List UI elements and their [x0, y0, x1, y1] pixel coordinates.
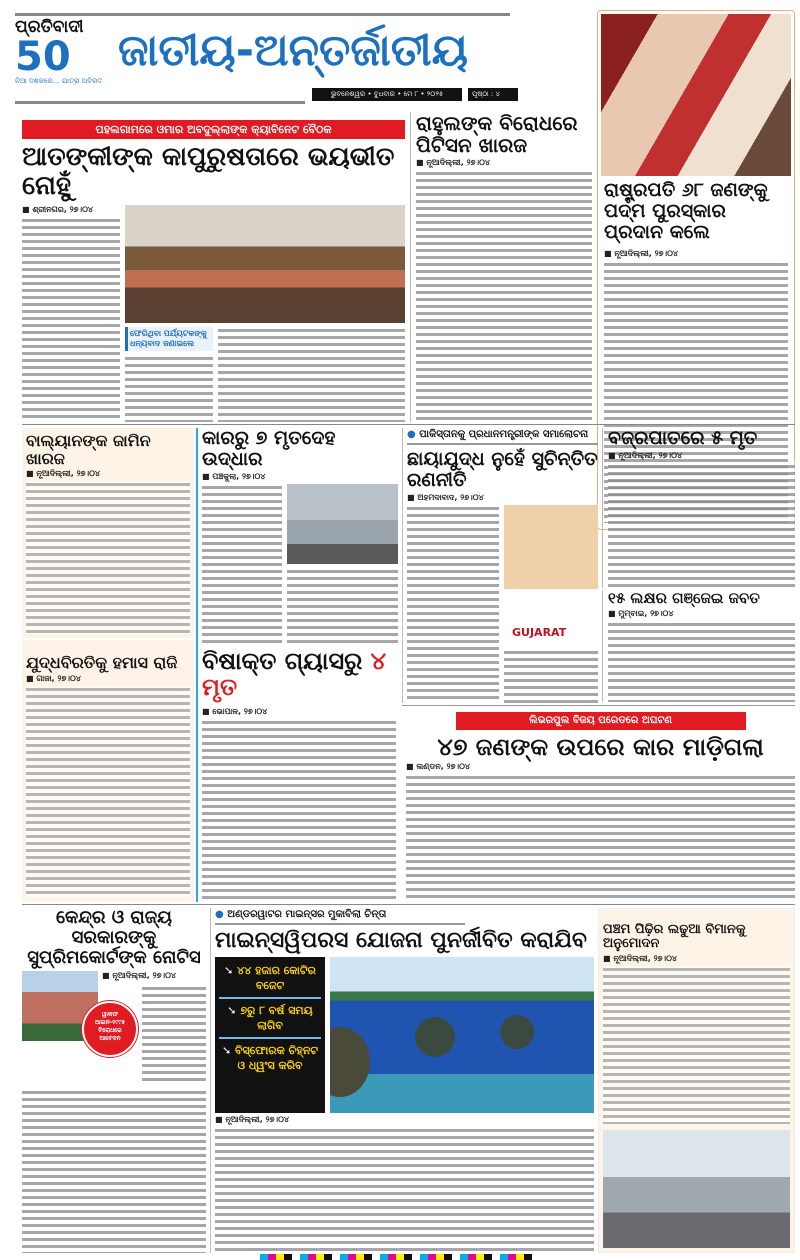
- headline: ୧୫ ଲକ୍ଷର ଗଞ୍ଜେଇ ଜବତ: [608, 589, 760, 607]
- headline: ମାଇନ୍ସୱିପରସ ଯୋଜନା ପୁନର୍ଜୀବିତ କରାଯିବ: [215, 928, 587, 953]
- dateline: ■ ନୂଆଦିଲ୍ଲୀ, ୨୭।୦୪: [416, 158, 490, 167]
- sea-mines-photo: [330, 957, 594, 1113]
- headline: ଆତଙ୍କୀଙ୍କ କାପୁରୁଷତାରେ ଭୟଭୀତ ନୋହୁଁ: [22, 142, 395, 201]
- story-rahul: [410, 112, 592, 422]
- top-rule: [15, 13, 510, 16]
- body-text: [26, 686, 190, 898]
- dateline: ■ ନୂଆଦିଲ୍ଲୀ, ୨୭।୦୪: [604, 248, 678, 258]
- fact-text: ୪୪ ହଜାର କୋଟିର ବଜେଟ: [237, 964, 316, 993]
- pakistan-col2: [504, 505, 598, 703]
- headline-text: ବିଷାକ୍ତ ଗ୍ୟାସରୁ: [202, 647, 363, 675]
- dateline: ■ ନୂଆଦିଲ୍ଲୀ, ୨୭।୦୪: [603, 953, 677, 963]
- body-text: [202, 484, 282, 643]
- body-text: [125, 355, 213, 422]
- kicker-banner: ଲିଭରପୁଲ ବିଜୟ ପରେଡରେ ଅଘଟଣ: [456, 712, 746, 730]
- headline: ରାହୁଲଙ୍କ ବିରୋଧରେ ପିଟିସନ ଖାରଜ: [416, 111, 578, 157]
- headline: କେନ୍ଦ୍ର ଓ ରାଜ୍ୟ ସରକାରଙ୍କୁ ସୁପ୍ରିମକୋର୍ଟଙ୍କ ନୋଟିସ: [27, 907, 201, 968]
- fact-3: [219, 1039, 321, 1073]
- inset-tag: [125, 327, 213, 351]
- kicker-text: ଅଣ୍ଡରୱାଟର ମାଇନ୍ସର ମୁକାବିଲା ଚିନ୍ତା: [227, 909, 387, 920]
- headline: ବାଲ୍ୟାନଙ୍କ ଜାମିନ ଖାରଜ: [26, 431, 151, 468]
- fact-text: ୭ରୁ ୮ ବର୍ଷ ସମୟ ଲାଗିବ: [240, 1004, 313, 1033]
- body-text: [504, 649, 598, 703]
- bullet-icon: ●: [407, 429, 416, 440]
- body-text: [218, 327, 405, 422]
- badge-text: ୱାକଫ ଆଇନ-୧୯୯୫ ବିରୋଧରେ ଆବେଦନ: [94, 1011, 126, 1043]
- kicker-text: ପାକିସ୍ତାନକୁ ପ୍ରଧାନମନ୍ତ୍ରୀଙ୍କ ସମାଲୋଚନା: [419, 429, 589, 440]
- dateline: ■ ଗାଜା, ୨୭।୦୪: [26, 673, 81, 683]
- dateline: ■ ନୂଆଦିଲ୍ଲୀ, ୨୭।୦୪: [608, 450, 682, 460]
- kicker: [407, 428, 598, 445]
- dateline: ■ ଭୋପାଳ, ୨୭।୦୪: [202, 706, 268, 716]
- mine-icon: [500, 1015, 534, 1049]
- body-text: [406, 774, 795, 902]
- mine-icon: [415, 1017, 455, 1057]
- story-pahalgam: [22, 112, 405, 422]
- pahalgam-body: [22, 205, 405, 422]
- paper-logo: [15, 18, 113, 86]
- story-supreme-court: [22, 908, 206, 1253]
- car-col2: [287, 484, 398, 643]
- story-mines: [210, 908, 594, 1253]
- dateline: ■ ନୂଆଦିଲ୍ଲୀ, ୨୭।୦୪: [215, 1115, 289, 1125]
- fact-2: [219, 999, 321, 1039]
- dateline: ■ ନୂଆଦିଲ୍ଲୀ, ୨୭।୦୪: [26, 469, 100, 479]
- headline: [202, 648, 396, 701]
- story-jet: [598, 908, 795, 1253]
- section-title: ଜାତୀୟ-ଅନ୍ତର୍ଜାତୀୟ: [118, 25, 469, 76]
- inset-text: ଫେରିଥିବା ପର୍ଯ୍ୟଟକଙ୍କୁ ଧନ୍ୟବାଦ ଜଣାଇଲେ: [130, 328, 207, 348]
- photo-label: GUJARAT: [512, 625, 567, 639]
- divider: [22, 904, 795, 905]
- body-text: [22, 217, 120, 422]
- mines-factbox: [215, 957, 325, 1113]
- padma-award-photo: [601, 14, 791, 176]
- column-rule: [196, 428, 198, 902]
- badge: [82, 1001, 138, 1057]
- supreme-top: [22, 971, 206, 1089]
- headline-number: ୪ ମୃତ: [202, 647, 387, 702]
- arrow-icon: ➘: [224, 964, 234, 978]
- car-body: [202, 484, 398, 643]
- pahalgam-inset-col: [125, 327, 213, 422]
- body-text: [287, 568, 398, 643]
- body-text: [202, 719, 396, 902]
- page-number: ପୃଷ୍ଠା : ୪: [468, 88, 518, 101]
- pahalgam-col1: [22, 205, 120, 422]
- story-bail: [22, 428, 194, 638]
- arrow-icon: ➘: [221, 1044, 232, 1058]
- body-text: [603, 966, 790, 1124]
- story-hamas: [22, 640, 194, 902]
- headline: ପଞ୍ଚମ ପିଢ଼ିର ଲଢୁଆ ବିମାନକୁ ଅନୁମୋଦନ: [603, 922, 746, 952]
- story-gas: [202, 648, 396, 902]
- car-photo: [287, 484, 398, 564]
- headline: କାରରୁ ୭ ମୃତଦେହ ଉଦ୍ଧାର: [202, 427, 336, 470]
- body-text: [608, 621, 795, 703]
- body-text: [142, 985, 206, 1085]
- bottom-rule: [15, 101, 305, 104]
- headline: ଛାୟାଯୁଦ୍ଧ ନୁହେଁ ସୁଚିନ୍ତିତ ରଣନୀତି: [407, 448, 598, 491]
- story-car: [202, 428, 398, 643]
- anniversary-mark: 50: [15, 33, 71, 80]
- body-text: [215, 1127, 594, 1253]
- fighter-jet-photo: [603, 1130, 790, 1248]
- dateline: ■ ନୂଆଦିଲ୍ଲୀ, ୨୭।୦୪: [102, 971, 176, 981]
- pakistan-body: [407, 505, 598, 703]
- dateline: ■ ମୁମ୍ବାଇ, ୨୭।୦୪: [608, 608, 674, 618]
- body-text: [22, 1089, 206, 1253]
- fact-1: [219, 963, 321, 999]
- story-liverpool: [402, 705, 795, 902]
- mines-visuals: [215, 957, 594, 1113]
- pahalgam-lower: [125, 327, 405, 422]
- story-pakistan: [402, 428, 598, 703]
- pahalgam-col2: [125, 205, 405, 422]
- dateline: ■ ଅହମଦାବାଦ, ୨୭।୦୪: [407, 492, 484, 502]
- dateline: ■ ପଞ୍ଚକୁଲା, ୨୭।୦୪: [202, 471, 266, 481]
- story-ganja: [602, 590, 795, 702]
- body-text: [26, 481, 190, 634]
- mine-icon: [330, 1027, 370, 1097]
- story-lightning: [602, 428, 795, 588]
- headline: ଯୁଦ୍ଧବିରତିକୁ ହମାସ ରାଜି: [26, 653, 178, 672]
- cabinet-meeting-photo: [125, 205, 405, 323]
- tagline: ନିଆ ଦଶକରେ... ଯାତ୍ରା ଅବିରତ: [15, 76, 103, 85]
- body-text: [608, 463, 795, 588]
- headline: ୪୭ ଜଣଙ୍କ ଉପରେ କାର ମାଡ଼ିଗଲା: [437, 733, 764, 761]
- headline: ରାଷ୍ଟ୍ରପତି ୬୮ ଜଣଙ୍କୁ ପଦ୍ମ ପୁରସ୍କାର ପ୍ରଦାନ କଲେ: [604, 179, 768, 243]
- body-text: [407, 505, 499, 703]
- dateline-bar: ଭୁବନେଶ୍ୱର • ବୁଧବାର • ମେ ୮ • ୨୦୨୫: [312, 88, 462, 101]
- dateline: ■ ଲଣ୍ଡନ, ୨୭।୦୪: [406, 762, 471, 772]
- headline: ବଜ୍ରପାତରେ ୫ ମୃତ: [608, 427, 758, 449]
- bullet-icon: ●: [215, 909, 224, 920]
- color-registration-bar: [260, 1254, 540, 1260]
- paper-name: ପ୍ରତିବାଦୀ: [15, 17, 84, 37]
- kicker-banner: ପହଲଗାମରେ ଓମାର ଅବଦୁଲ୍ଲାଙ୍କ କ୍ୟାବିନେଟ ବୈଠକ: [22, 120, 405, 139]
- kicker: [215, 908, 465, 925]
- fact-text: ବିସ୍ଫୋରକ ଚିହ୍ନଟ ଓ ଧ୍ୱଂସ କରିବ: [235, 1044, 319, 1073]
- body-text: [416, 170, 592, 422]
- divider: [22, 424, 795, 425]
- dateline: ■ ଶ୍ରୀନଗର, ୨୭।୦୪: [22, 204, 94, 214]
- modi-photo: [504, 505, 598, 645]
- arrow-icon: ➘: [227, 1004, 237, 1018]
